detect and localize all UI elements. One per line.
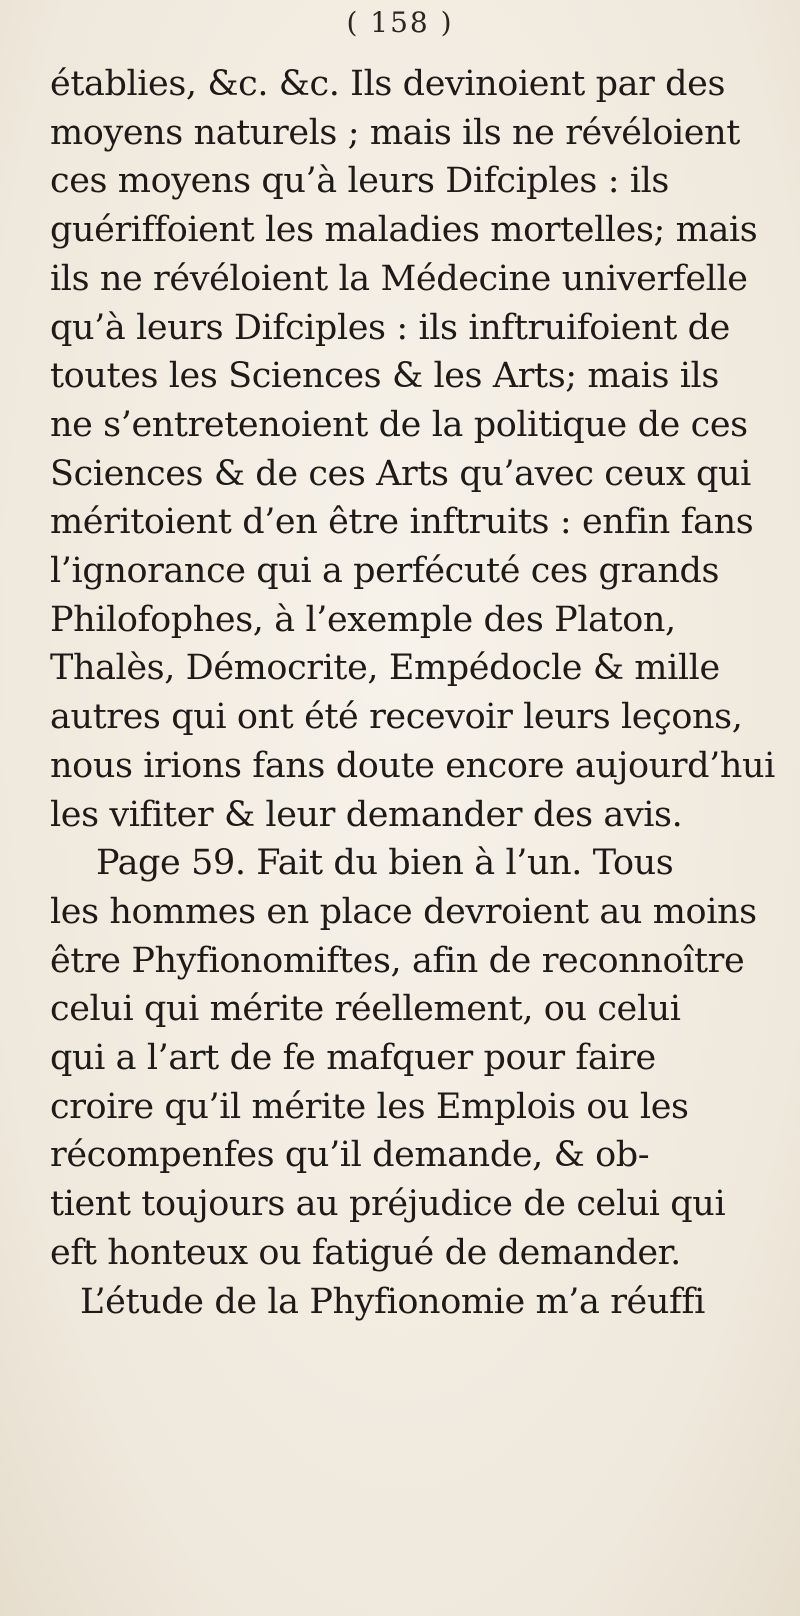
text-line: toutes les Sciences & les Arts; mais ils (50, 356, 719, 397)
text-line: guériffoient les maladies mortelles; mais (50, 210, 758, 251)
text-line: ils ne révéloient la Médecine univerfelle (50, 258, 748, 299)
text-line: établies, &c. &c. Ils devinoient par des (50, 64, 726, 104)
text-line: moyens naturels ; mais ils ne révéloient (50, 112, 740, 153)
text-line: L’étude de la Phyfionomie m’a réuffi (80, 1281, 705, 1322)
text-line: eft honteux ou fatigué de demander. (50, 1232, 681, 1273)
text-line: tient toujours au préjudice de celui qui (50, 1184, 726, 1225)
text-line: celui qui mérite réellement, ou celui (50, 989, 681, 1030)
text-line: ne s’entretenoient de la politique de ces (50, 404, 748, 445)
text-line: méritoient d’en être inftruits : enfin fans (50, 502, 754, 543)
text-line: être Phyfionomiftes, afin de reconnoître (50, 940, 745, 981)
text-line: récompenfes qu’il demande, & ob- (50, 1135, 650, 1176)
body-text (50, 60, 780, 1326)
text-line: Sciences & de ces Arts qu’avec ceux qui (50, 453, 751, 494)
text-line: l’ignorance qui a perfécuté ces grands (50, 551, 720, 592)
text-line: Page 59. Fait du bien à l’un. Tous (96, 843, 674, 884)
page-number: ( 158 ) (346, 6, 454, 39)
text-line: Thalès, Démocrite, Empédocle & mille (50, 648, 720, 689)
text-line: croire qu’il mérite les Emplois ou les (50, 1086, 689, 1127)
text-line: les vifiter & leur demander des avis. (50, 794, 683, 835)
text-line: autres qui ont été recevoir leurs leçons, (50, 697, 743, 738)
text-line: Philofophes, à l’exemple des Platon, (50, 599, 676, 640)
text-line: qui a l’art de fe mafquer pour faire (50, 1038, 656, 1079)
text-line: les hommes en place devroient au moins (50, 891, 757, 932)
text-line: qu’à leurs Difciples : ils inftruifoient de (50, 307, 730, 348)
text-line: nous irions fans doute encore aujourd’hui (50, 745, 775, 786)
text-line: ces moyens qu’à leurs Difciples : ils (50, 161, 669, 202)
